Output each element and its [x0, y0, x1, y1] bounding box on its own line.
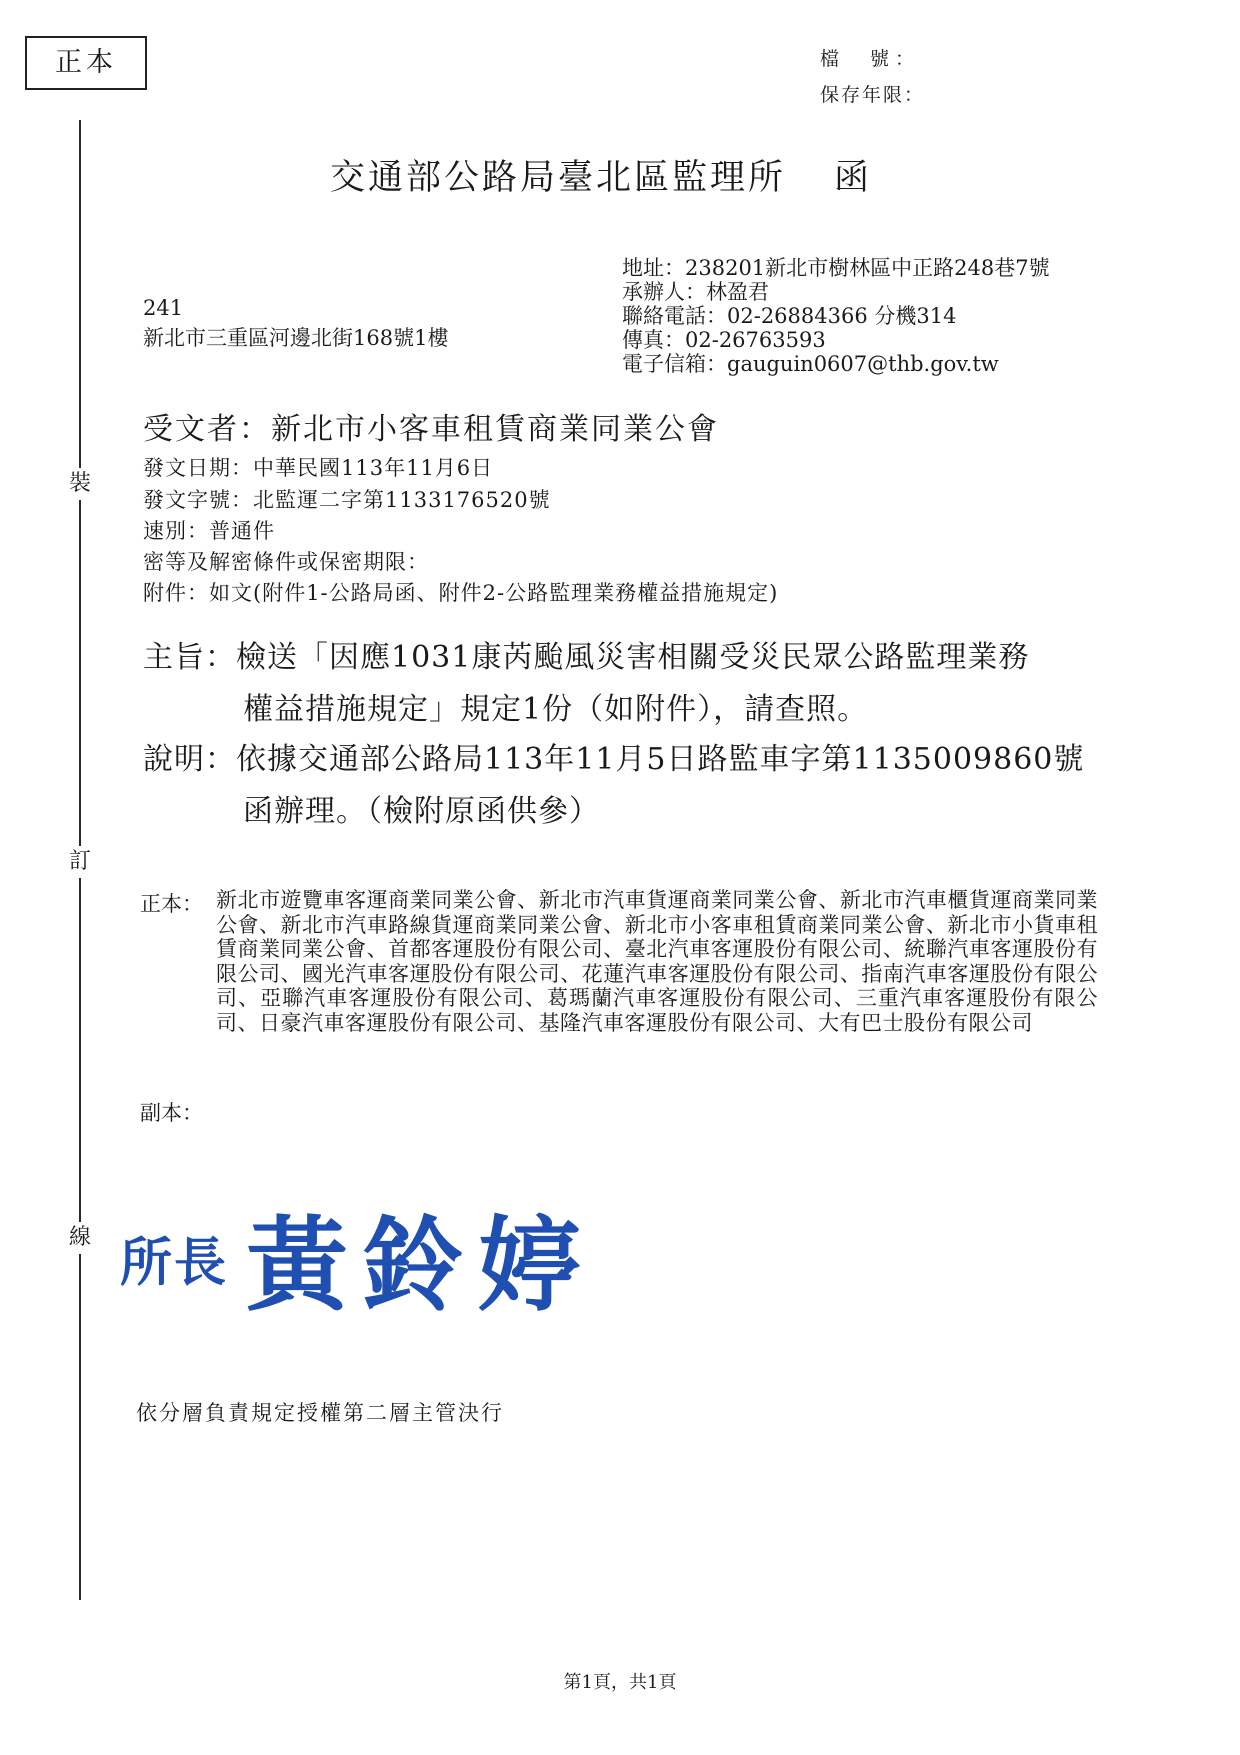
- agency-name: 交通部公路局臺北區監理所: [330, 158, 787, 198]
- subject-line-2: 權益措施規定」規定1份（如附件），請查照。: [243, 692, 869, 727]
- attachment-info: 附件：如文(附件1-公路局函、附件2-公路監理業務權益措施規定): [143, 581, 779, 605]
- authorization-note: 依分層負責規定授權第二層主管決行: [136, 1401, 504, 1425]
- original-copy-stamp: 正本: [25, 36, 147, 90]
- file-number-label: 檔 號：: [820, 48, 921, 70]
- cc-main-label: 正本：: [140, 892, 203, 916]
- cc-copy-label: 副本：: [140, 1101, 203, 1125]
- secrecy-level: 密等及解密條件或保密期限：: [143, 550, 429, 574]
- explanation-line-1: 說明：依據交通部公路局113年11月5日路監車字第1135009860號: [143, 742, 1085, 777]
- binding-mark-zhuang: 裝: [64, 468, 96, 500]
- subject-line-1: 主旨：檢送「因應1031康芮颱風災害相關受災民眾公路監理業務: [143, 640, 1030, 675]
- binding-mark-xian: 線: [64, 1222, 96, 1254]
- sender-email: 電子信箱：gauguin0607@thb.gov.tw: [622, 352, 999, 376]
- sender-fax: 傳真：02-26763593: [622, 328, 826, 352]
- document-title: [330, 150, 872, 200]
- explanation-line-2: 函辦理。（檢附原函供參）: [243, 794, 600, 829]
- sender-handler: 承辦人：林盈君: [622, 280, 769, 304]
- cc-main-list: 新北市遊覽車客運商業同業公會、新北市汽車貨運商業同業公會、新北市汽車櫃貨運商業同業公會、新北市汽車路線貨運商業同業公會、新北市小客車租賃商業同業公會、新北市小貨車租賃商業同業公會、首都客運股份有限公司、臺北汽車客運股份有限公司、統聯汽車客運股份有限公司、國光汽車客運股份有限公司、花蓮汽車客運股份有限公司、指南汽車客運股份有限公司、亞聯汽車客運股份有限公司、葛瑪蘭汽車客運股份有限公司、三重汽車客運股份有限公司、日豪汽車客運股份有限公司、基隆汽車客運股份有限公司、大有巴士股份有限公司: [216, 888, 1098, 1035]
- retention-label: 保存年限：: [820, 84, 926, 106]
- issue-date: 發文日期：中華民國113年11月6日: [143, 456, 494, 480]
- binding-mark-ding: 訂: [64, 846, 96, 878]
- document-type: 函: [834, 158, 873, 198]
- signature-title: 所長: [120, 1233, 229, 1294]
- sender-phone: 聯絡電話：02-26884366 分機314: [622, 304, 957, 328]
- sender-address: 地址：238201新北市樹林區中正路248巷7號: [622, 256, 1050, 280]
- recipient-address: 新北市三重區河邊北街168號1樓: [143, 326, 449, 350]
- signature-name: 黃鈴婷: [246, 1207, 595, 1326]
- recipient-zip: 241: [143, 296, 184, 320]
- recipient: 受文者：新北市小客車租賃商業同業公會: [143, 412, 719, 447]
- director-signature-stamp: [120, 1185, 594, 1331]
- delivery-speed: 速別：普通件: [143, 519, 275, 543]
- page-footer: 第1頁，共1頁: [563, 1672, 677, 1693]
- document-number: 發文字號：北監運二字第1133176520號: [143, 488, 551, 512]
